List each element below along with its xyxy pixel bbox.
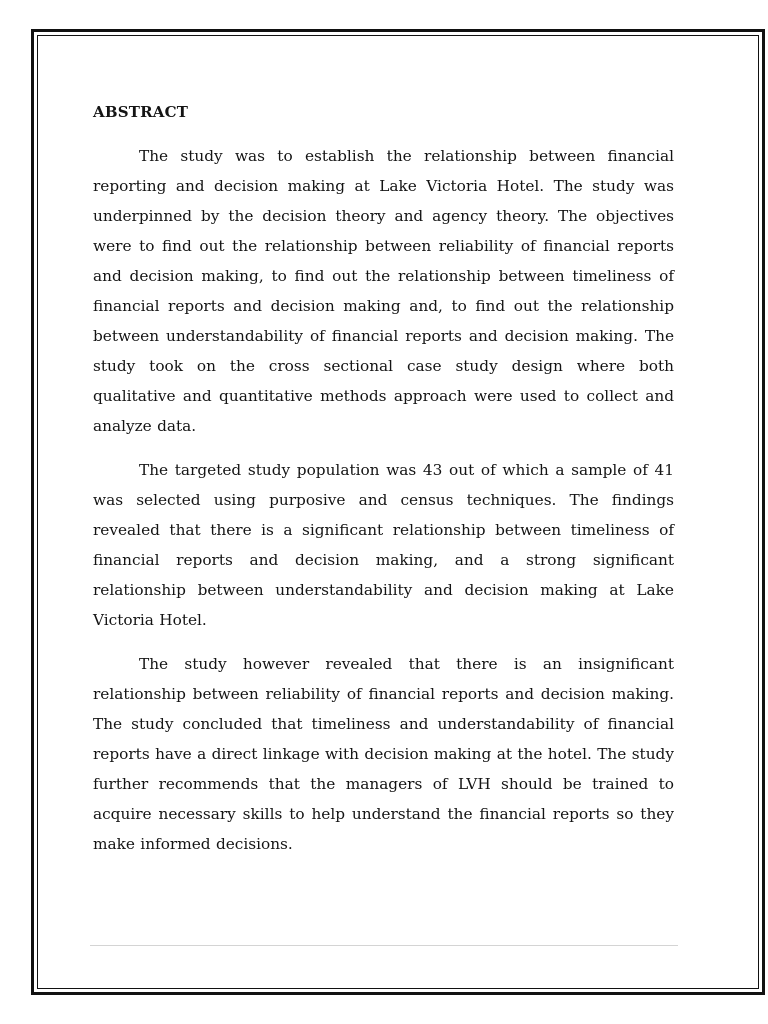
abstract-paragraph-3: The study however revealed that there is an insignificant relationship between reliability of financial reports and decision making. The study concluded that timeliness and understandability of financial reports have a direct linkage with decision making at the hotel. The study further recommends that the managers of LVH should be trained to acquire necessary skills to help understand the financial reports so they make informed decisions. — [93, 655, 674, 853]
abstract-section — [93, 98, 674, 873]
abstract-heading: ABSTRACT — [93, 103, 189, 121]
abstract-paragraph-1: The study was to establish the relationship between financial reporting and decision making at Lake Victoria Hotel. The study was underpinned by the decision theory and agency theory. The objectives were to find out the relationship between reliability of financial reports and decision making, to find out the relationship between timeliness of financial reports and decision making and, to find out the relationship between understandability of financial reports and decision making. The study took on the cross sectional case study design where both qualitative and quantitative methods approach were used to collect and analyze data. — [93, 147, 674, 435]
footer-divider — [90, 945, 678, 946]
abstract-paragraph-2: The targeted study population was 43 out of which a sample of 41 was selected using purposive and census techniques. The findings revealed that there is a significant relationship between timeliness of financial reports and decision making, and a strong significant relationship between understandability and decision making at Lake Victoria Hotel. — [93, 461, 674, 629]
